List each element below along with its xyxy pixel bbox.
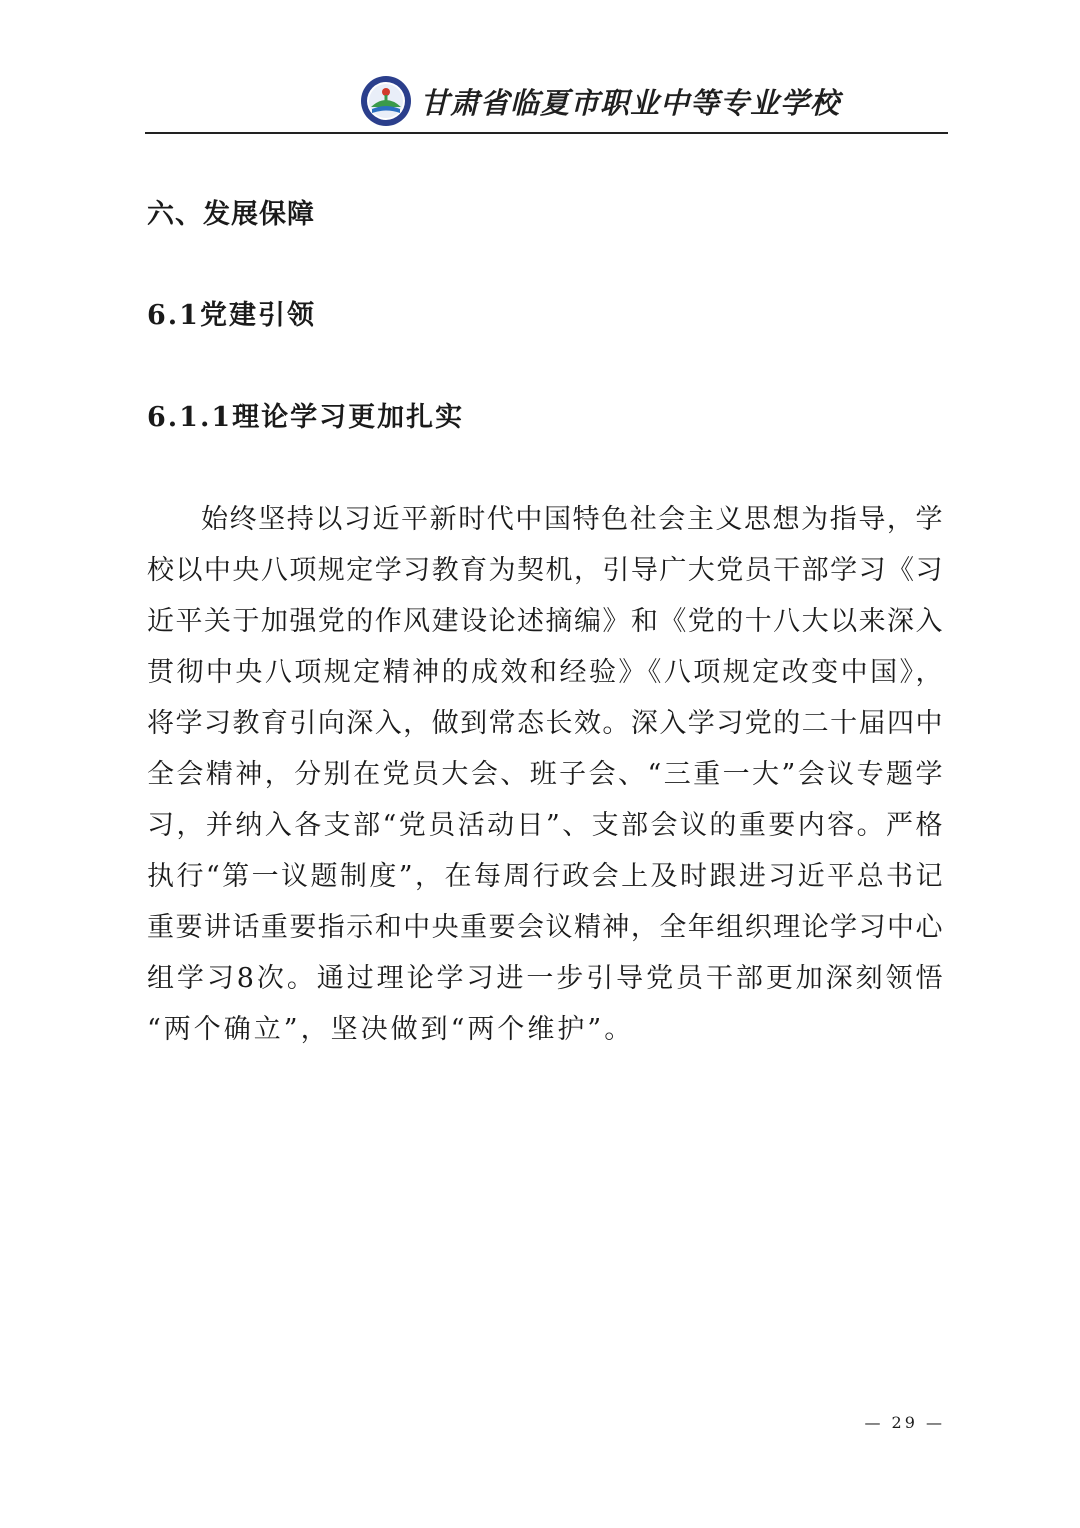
paragraph-line: 校以中央八项规定学习教育为契机，引导广大党员干部学习《习 <box>147 555 943 586</box>
paragraph-line: 组学习8次。通过理论学习进一步引导党员干部更加深刻领悟 <box>147 963 943 994</box>
subsection-heading: 6.1党建引领 <box>147 300 316 331</box>
paragraph-line: 执行“第一议题制度”，在每周行政会上及时跟进习近平总书记 <box>147 861 943 892</box>
page-header <box>145 70 948 134</box>
paragraph-line: 始终坚持以习近平新时代中国特色社会主义思想为指导，学 <box>201 504 943 535</box>
sub-subsection-heading: 6.1.1理论学习更加扎实 <box>147 402 465 433</box>
paragraph-line: 将学习教育引向深入，做到常态长效。深入学习党的二十届四中 <box>147 708 943 739</box>
paragraph-line: 全会精神，分别在党员大会、班子会、“三重一大”会议专题学 <box>147 759 943 790</box>
body-paragraph <box>147 494 943 1055</box>
paragraph-line: 习，并纳入各支部“党员活动日”、支部会议的重要内容。严格 <box>147 810 943 841</box>
paragraph-line: 近平关于加强党的作风建设论述摘编》和《党的十八大以来深入 <box>147 606 943 637</box>
section-heading: 六、发展保障 <box>147 199 315 230</box>
school-emblem-icon <box>360 75 412 127</box>
header-brand <box>360 74 840 128</box>
paragraph-line: “两个确立”，坚决做到“两个维护”。 <box>147 1014 635 1045</box>
paragraph-line: 贯彻中央八项规定精神的成效和经验》《八项规定改变中国》， <box>147 657 943 688</box>
page-number: — 29 — <box>864 1413 945 1432</box>
school-name: 甘肃省临夏市职业中等专业学校 <box>420 85 841 120</box>
paragraph-line: 重要讲话重要指示和中央重要会议精神，全年组织理论学习中心 <box>147 912 943 943</box>
